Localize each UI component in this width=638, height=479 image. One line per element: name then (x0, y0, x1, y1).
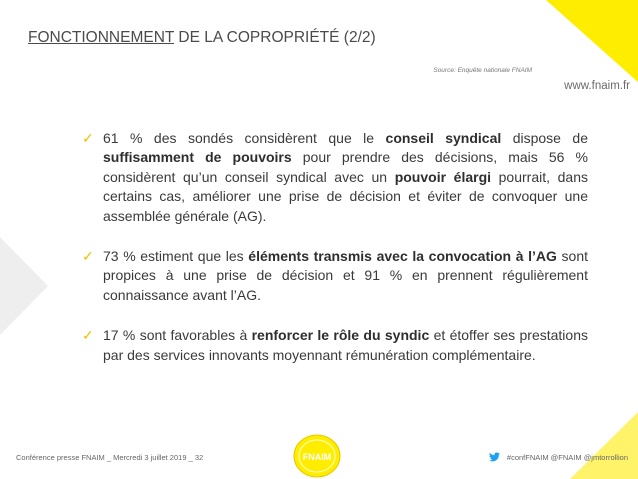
bullet-item (82, 247, 588, 305)
bottom-right-yellow-shape (570, 412, 638, 479)
footer-conference-info: Conférence presse FNAIM _ Mercredi 3 juillet 2019 _ 32 (16, 453, 204, 462)
fnaim-logo (292, 433, 342, 479)
title-underlined: FONCTIONNEMENT (28, 29, 175, 46)
twitter-icon (489, 452, 500, 462)
bullet-text: 73 % estiment que les éléments transmis avec la convocation à l’AG sont propices à une prise de décision et 91 % en prennent régulièrement connaissance avant l’AG. (103, 248, 589, 303)
page-title (28, 29, 376, 47)
checkmark-icon: ✓ (82, 248, 94, 265)
bullet-list (82, 129, 588, 386)
checkmark-icon: ✓ (82, 327, 94, 344)
bullet-text: 61 % des sondés considèrent que le conseil syndical dispose de suffisamment de pouvoirs pour prendre des décisions, mais 56 % considèrent qu’un conseil syndical avec un pouvoir élargi pourrait, dans certains cas, améliorer une prise de décision et éviter de convoquer une assemblée générale (AG). (103, 130, 588, 224)
website-url[interactable]: www.fnaim.fr (564, 80, 630, 92)
logo-text: FNAIM (302, 452, 332, 462)
title-rest: DE LA COPROPRIÉTÉ (2/2) (174, 29, 376, 46)
source-note: Source: Enquête nationale FNAIM (433, 67, 532, 74)
checkmark-icon: ✓ (82, 130, 94, 146)
bullet-item (82, 326, 588, 365)
bullet-text: 17 % sont favorables à renforcer le rôle du syndic et étoffer ses prestations par des services innovants moyennant rémunération complémentaire. (103, 327, 588, 363)
bullet-item (82, 129, 588, 226)
left-grey-triangle (0, 237, 48, 335)
footer-hashtags: #confFNAIM @FNAIM @jmtorrollion (506, 453, 628, 462)
